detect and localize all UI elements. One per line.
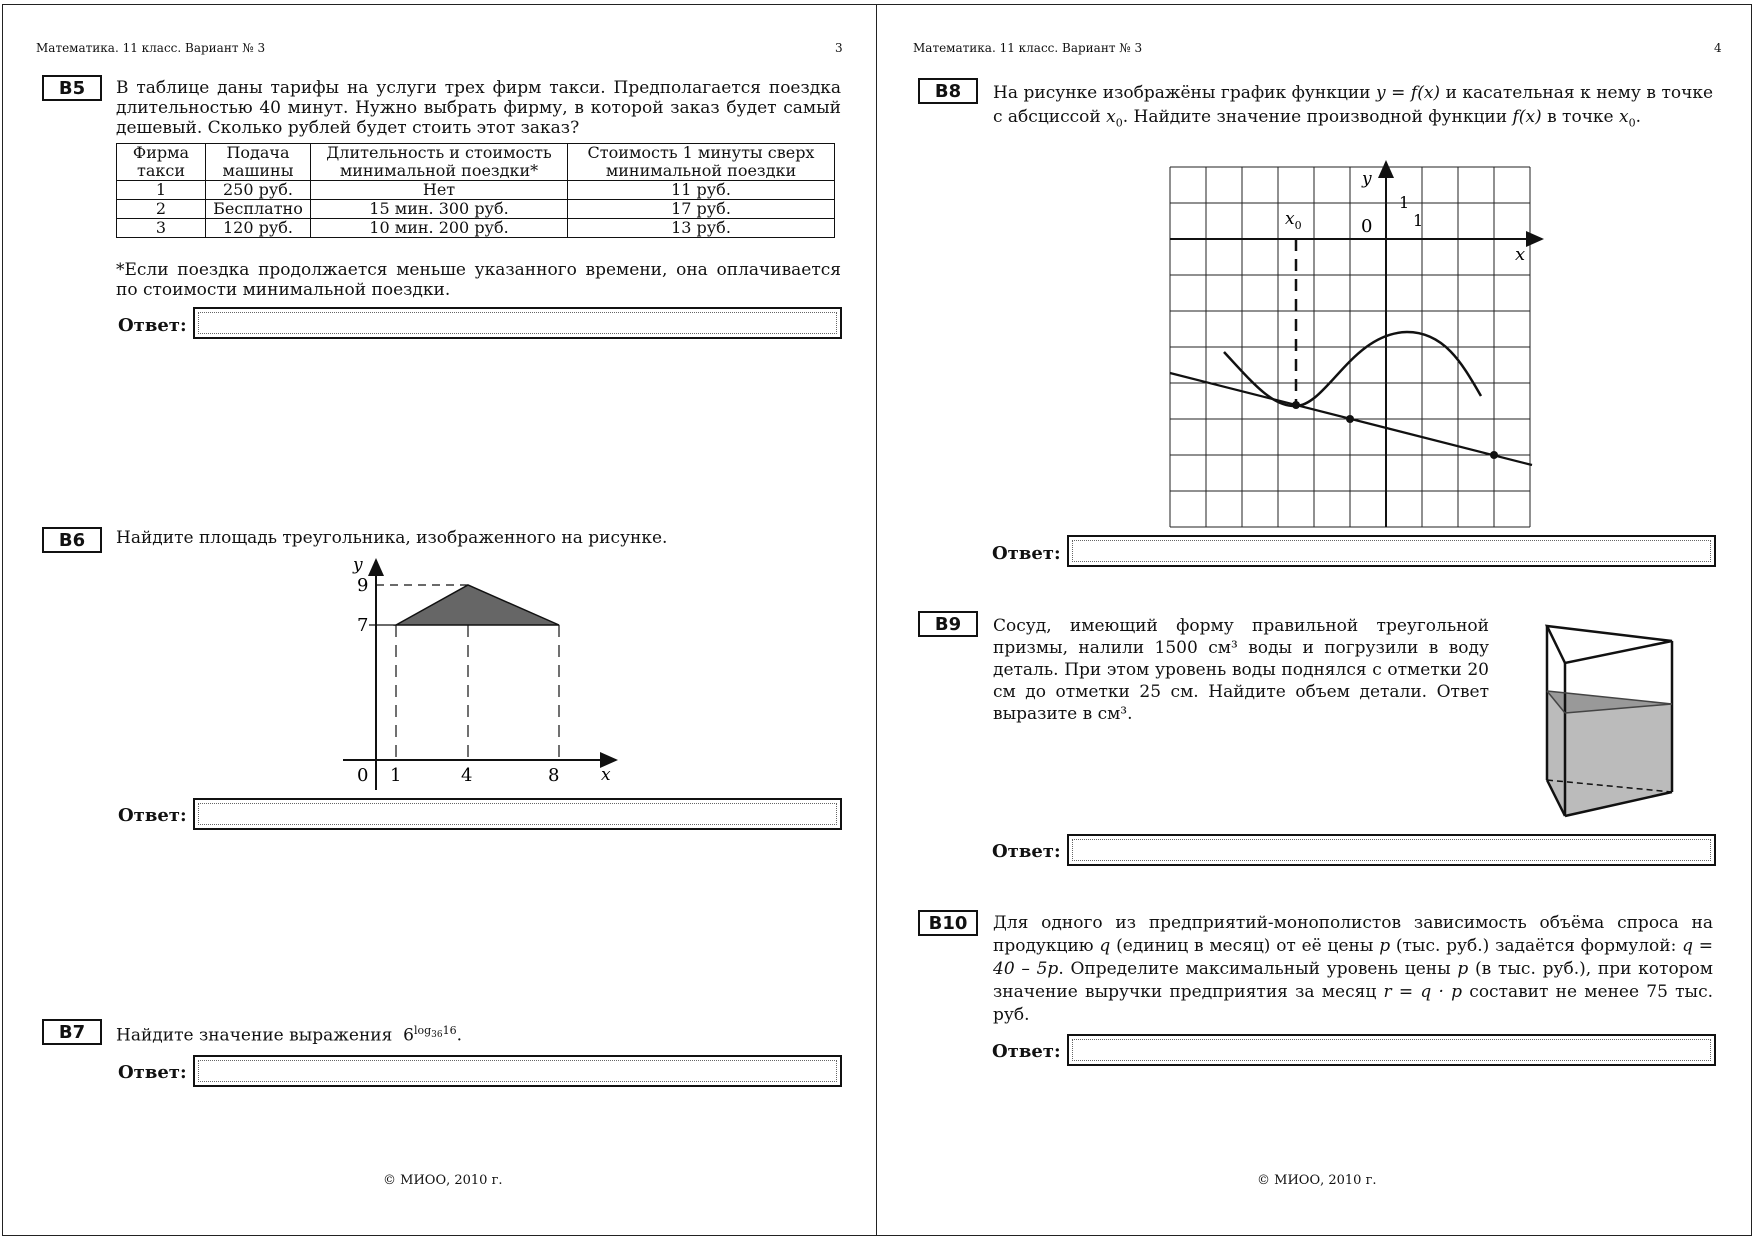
page-footer: © МИОО, 2010 г. — [1257, 1173, 1377, 1188]
left-page — [2, 4, 878, 1236]
unit-x-label: 1 — [1413, 211, 1424, 230]
right-page — [876, 4, 1752, 1236]
b7-base: 6 — [403, 1025, 414, 1046]
page-footer: © МИОО, 2010 г. — [383, 1173, 503, 1188]
table-header-cell: Подача машины — [206, 144, 311, 181]
unit-y-label: 1 — [1399, 193, 1410, 212]
table-cell: 250 руб. — [206, 181, 311, 200]
triangle-figure — [333, 550, 623, 795]
b7-log-base: 36 — [431, 1030, 443, 1041]
b10-p: p — [1457, 959, 1469, 979]
y-tick-9: 9 — [357, 575, 369, 596]
b10-text-4: . Определите максимальный уровень цены — [1058, 959, 1451, 979]
origin-label: 0 — [1361, 216, 1373, 237]
function-graph-figure — [1167, 160, 1547, 530]
b8-text-5: . — [1635, 107, 1642, 127]
b8-text-4: в точке — [1547, 107, 1614, 127]
task-badge-b9: B9 — [918, 611, 978, 637]
answer-field-b9[interactable] — [1067, 834, 1716, 866]
y-tick-7: 7 — [357, 615, 369, 636]
answer-label: Ответ: — [992, 841, 1061, 862]
x0-label: $x_0$ — [1285, 209, 1302, 232]
answer-label: Ответ: — [992, 1041, 1061, 1062]
table-header-cell: Стоимость 1 минуты сверх минимальной поездки — [568, 144, 835, 181]
table-cell: Бесплатно — [206, 200, 311, 219]
shaded-triangle — [396, 585, 559, 625]
task-b5-text: В таблице даны тарифы на услуги трех фирм такси. Предполагается поездка длительностью 40 минут. Нужно выбрать фирму, в которой заказ будет самый дешевый. Сколько рублей будет стоить этот заказ? — [116, 78, 841, 138]
page-header: Математика. 11 класс. Вариант № 3 — [36, 41, 266, 55]
b10-revenue: r = q · p — [1383, 982, 1463, 1002]
table-row — [117, 219, 835, 238]
table-cell: 3 — [117, 219, 206, 238]
task-badge-b5: B5 — [42, 75, 102, 101]
page-number: 4 — [1714, 41, 1722, 55]
b8-text-2: и касательная к нему в точке с абсциссой — [993, 83, 1714, 127]
b10-q: q — [1099, 936, 1111, 956]
answer-label: Ответ: — [118, 315, 187, 336]
answer-field-b7[interactable] — [193, 1055, 842, 1087]
b10-text-6: составит не менее 75 тыс. руб. — [993, 982, 1714, 1025]
answer-field-b10[interactable] — [1067, 1034, 1716, 1066]
task-badge-b7: B7 — [42, 1019, 102, 1045]
b8-text-3: . Найдите значение производной функции — [1122, 107, 1508, 127]
task-b7-text: Найдите значение выражения $6^{log_{36}16}$. — [116, 1024, 463, 1046]
b10-text-1: Для одного из предприятий-монополистов зависимость объёма спроса на продукцию — [993, 913, 1713, 956]
page-header: Математика. 11 класс. Вариант № 3 — [913, 41, 1143, 55]
task-b6-text: Найдите площадь треугольника, изображенного на рисунке. — [116, 528, 668, 548]
b10-text-5: (в тыс. руб.), при котором значение выручки предприятия за месяц — [993, 959, 1714, 1002]
b8-x0-sub: 0 — [1115, 116, 1123, 130]
tangent-point — [1490, 451, 1498, 459]
table-cell: 15 мин. 300 руб. — [311, 200, 568, 219]
table-cell: 1 — [117, 181, 206, 200]
prism-figure — [1541, 617, 1681, 822]
table-row — [117, 181, 835, 200]
task-b10-text — [993, 912, 1713, 1027]
table-cell: 17 руб. — [568, 200, 835, 219]
table-cell: Нет — [311, 181, 568, 200]
tangent-point — [1292, 401, 1300, 409]
x-tick-4: 4 — [461, 765, 473, 786]
table-cell: 11 руб. — [568, 181, 835, 200]
table-header-cell: Фирма такси — [117, 144, 206, 181]
table-cell: 13 руб. — [568, 219, 835, 238]
tariff-footnote: *Если поездка продолжается меньше указанного времени, она оплачивается по стоимости минимальной поездки. — [116, 260, 841, 300]
b7-log-arg: 16 — [442, 1024, 457, 1037]
x-tick-1: 1 — [390, 765, 402, 786]
answer-label: Ответ: — [992, 543, 1061, 564]
b7-question: Найдите значение выражения — [116, 1025, 393, 1046]
task-badge-b10: B10 — [918, 910, 978, 936]
table-header-row — [117, 144, 835, 181]
b10-p: p — [1379, 936, 1391, 956]
tangent-point — [1346, 415, 1354, 423]
prism-top — [1547, 626, 1672, 663]
b8-x0: x — [1106, 107, 1116, 127]
answer-field-b6[interactable] — [193, 798, 842, 830]
table-cell: 10 мин. 200 руб. — [311, 219, 568, 238]
table-header-cell: Длительность и стоимость минимальной поездки* — [311, 144, 568, 181]
grid — [1170, 167, 1530, 527]
task-badge-b6: B6 — [42, 527, 102, 553]
b10-formula: q = 40 – 5p — [993, 936, 1714, 979]
b8-func: y = f(x) — [1376, 83, 1441, 103]
b10-text-2: (единиц в месяц) от её цены — [1116, 936, 1374, 956]
b8-x0: x — [1619, 107, 1629, 127]
tariff-table — [116, 143, 835, 238]
answer-label: Ответ: — [118, 1062, 187, 1083]
y-axis-label: y — [1362, 169, 1372, 189]
task-b9-text: Сосуд, имеющий форму правильной треугольной призмы, налили 1500 см³ воды и погрузили в воду деталь. При этом уровень воды поднялся с отметки 20 см до отметки 25 см. Найдите объем детали. Ответ выразите в см³. — [993, 616, 1489, 724]
table-cell: 120 руб. — [206, 219, 311, 238]
y-axis-label: y — [353, 555, 363, 575]
b8-text-1: На рисунке изображёны график функции — [993, 83, 1371, 103]
task-b8-text — [993, 81, 1713, 135]
page-number: 3 — [835, 41, 843, 55]
answer-field-b8[interactable] — [1067, 535, 1716, 567]
table-cell: 2 — [117, 200, 206, 219]
answer-label: Ответ: — [118, 805, 187, 826]
x-axis-label: x — [1515, 244, 1526, 265]
b8-fx: f(x) — [1512, 107, 1542, 127]
function-curve — [1224, 332, 1481, 406]
x-tick-8: 8 — [548, 765, 560, 786]
table-row — [117, 200, 835, 219]
b8-x0-sub: 0 — [1628, 116, 1636, 130]
b10-text-3: (тыс. руб.) задаётся формулой: — [1395, 936, 1677, 956]
task-badge-b8: B8 — [918, 78, 978, 104]
origin-label: 0 — [357, 765, 369, 786]
x-axis-label: x — [601, 765, 611, 785]
b7-log-word: log — [413, 1024, 432, 1037]
answer-field-b5[interactable] — [193, 307, 842, 339]
